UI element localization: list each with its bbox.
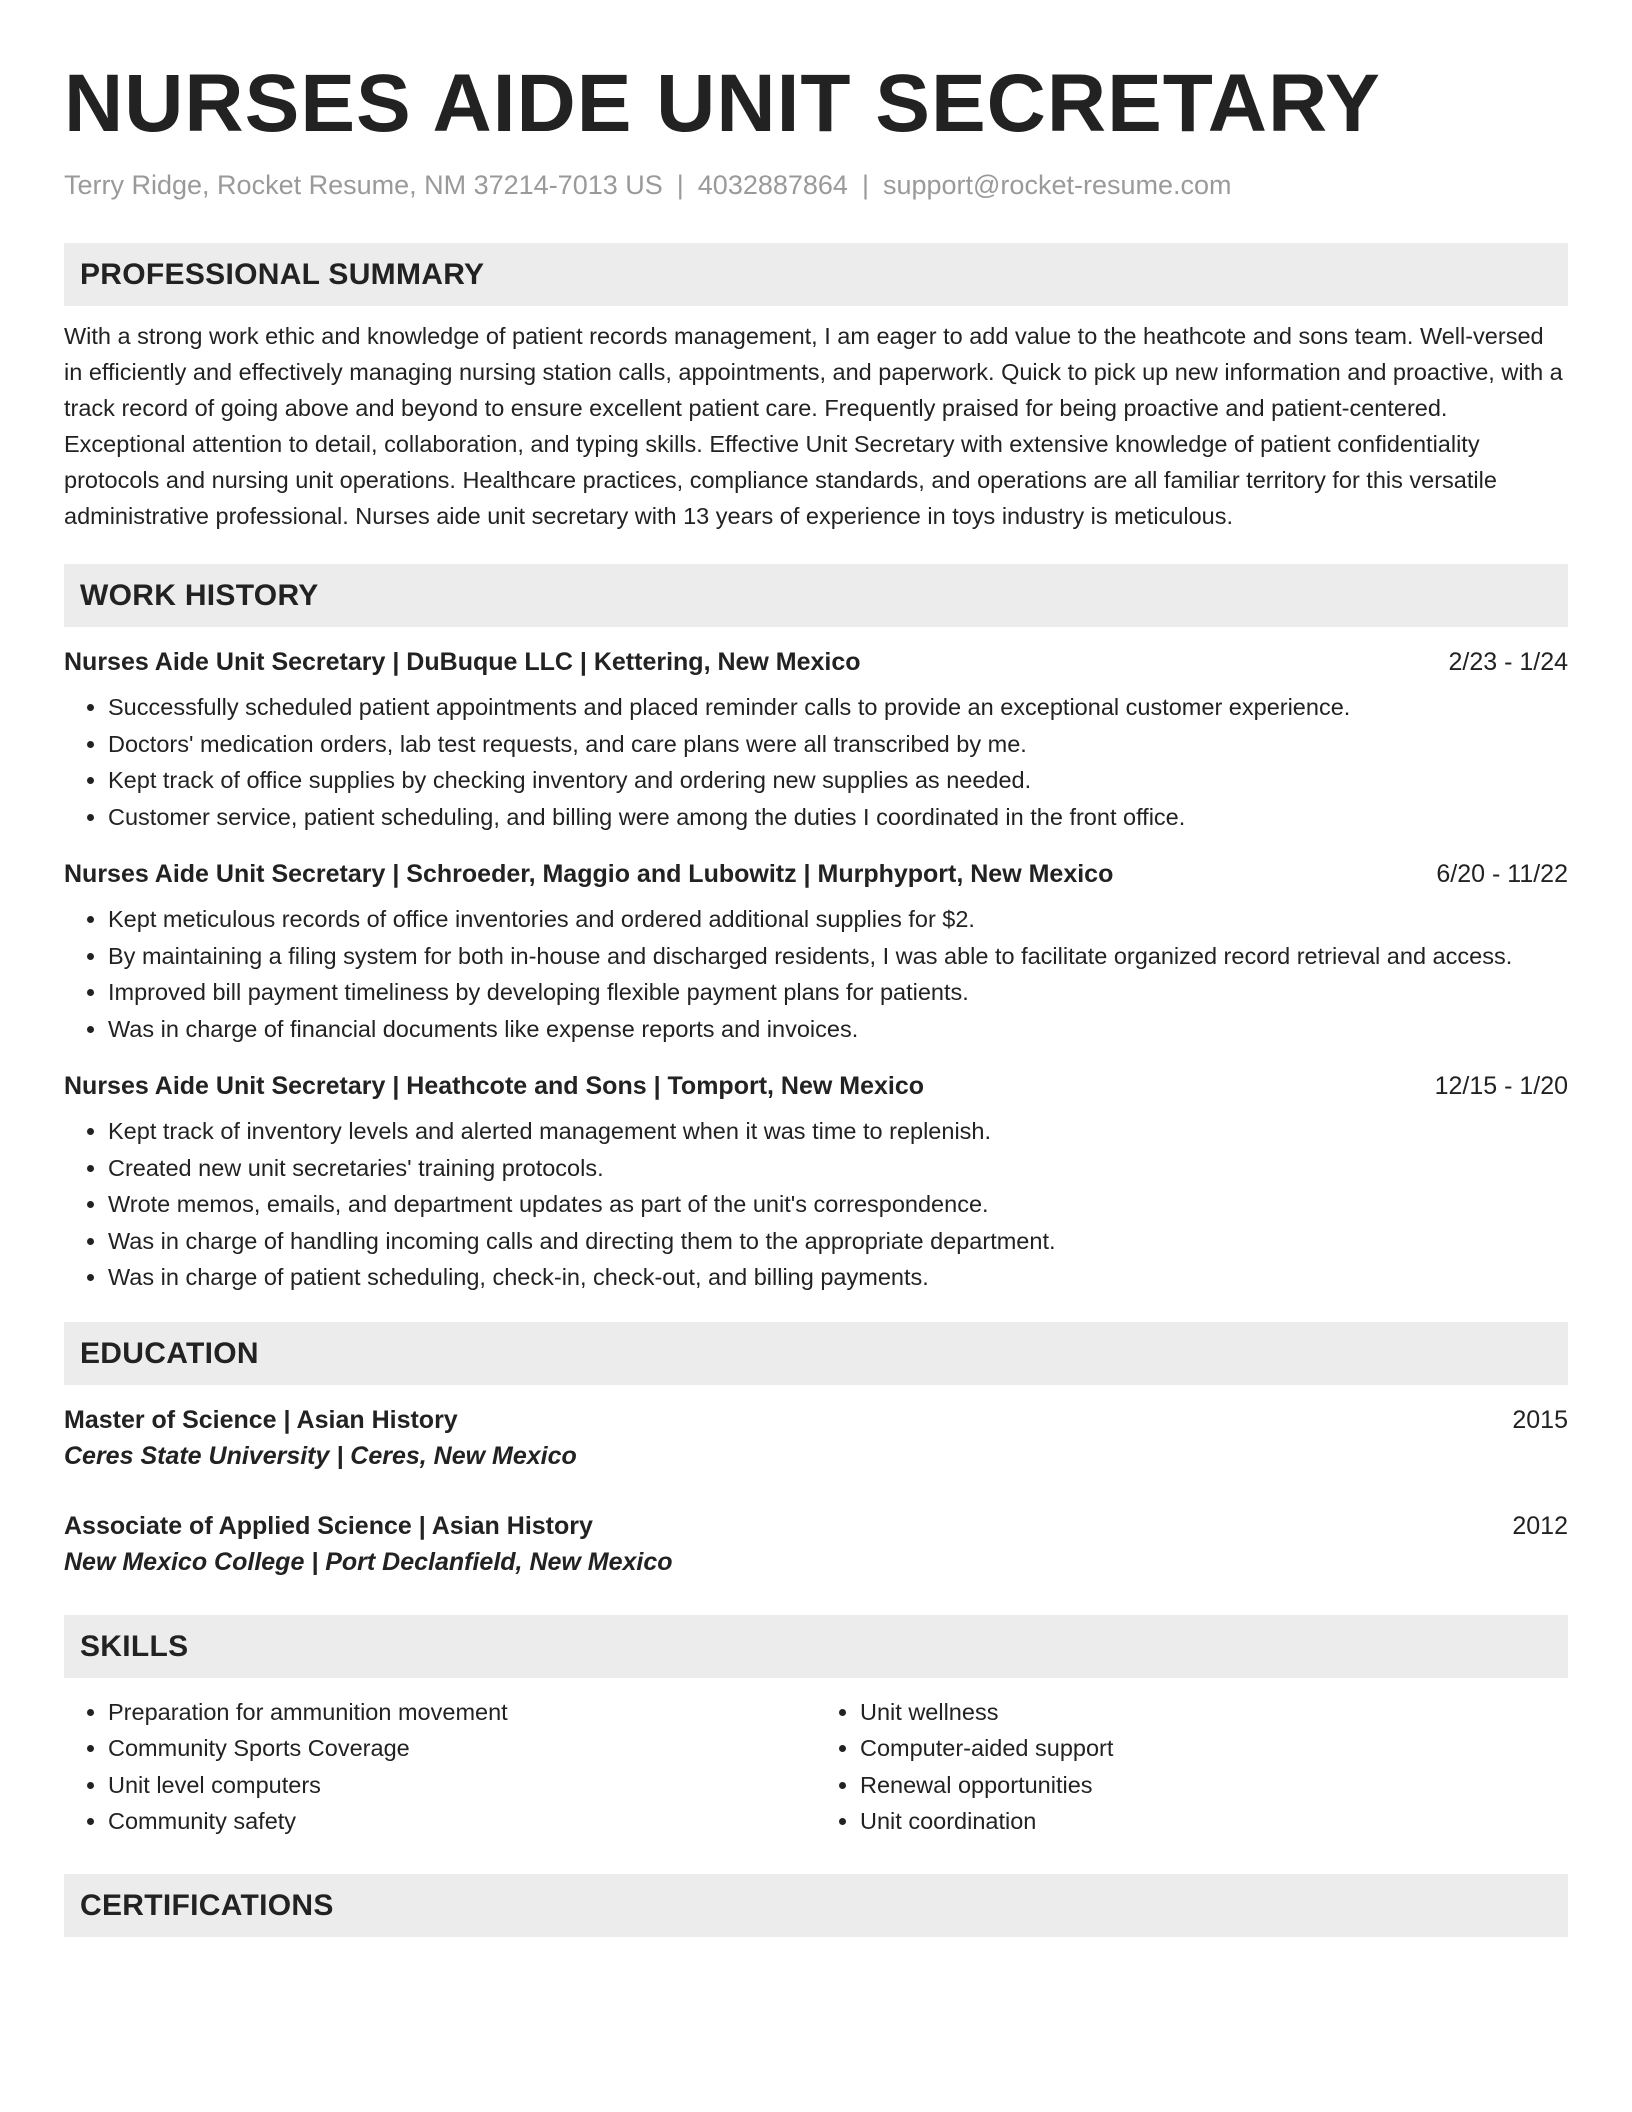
job-dates: 12/15 - 1/20 [1434,1072,1568,1100]
summary-text: With a strong work ethic and knowledge of patient records management, I am eager to add value to the heathcote and sons team. Well-versed in efficiently and effectively managing nursing station calls, appointments, and paperwork. Quick to pick up new information and proactive, with a track record of going above and beyond to ensure excellent patient care. Frequently praised for being proactive and patient-centered. Exceptional attention to detail, collaboration, and typing skills. Effective Unit Secretary with extensive knowledge of patient confidentiality protocols and nursing unit operations. Healthcare practices, compliance standards, and operations are all familiar territory for this versatile administrative professional. Nurses aide unit secretary with 13 years of experience in toys industry is meticulous. [64,323,1563,529]
job-title: Nurses Aide Unit Secretary | DuBuque LLC | Kettering, New Mexico [64,648,861,676]
job-bullets [64,901,1568,1047]
education-school: New Mexico College | Port Declanfield, New Mexico [64,1547,673,1576]
job-bullet: • Doctors' medication orders, lab test requests, and care plans were all transcribed by me. [108,726,1568,763]
contact-line [64,168,1568,202]
job-bullet: • Successfully scheduled patient appointments and placed reminder calls to provide an exceptional customer experience. [108,689,1568,726]
job-bullet: • Was in charge of patient scheduling, check-in, check-out, and billing payments. [108,1259,1568,1296]
job-dates: 2/23 - 1/24 [1448,648,1568,676]
job-bullets [64,1113,1568,1296]
work-history-heading: WORK HISTORY [64,564,1568,627]
education-year: 2015 [1512,1405,1568,1434]
job-bullet: • Improved bill payment timeliness by developing flexible payment plans for patients. [108,974,1568,1011]
education-degree: Master of Science | Asian History [64,1405,458,1434]
certifications-heading: CERTIFICATIONS [64,1874,1568,1937]
education-year: 2012 [1512,1511,1568,1540]
skills-column-left [64,1694,816,1840]
contact-email: support@rocket-resume.com [882,170,1232,200]
job-header [64,1069,1568,1103]
skills-list [64,1694,816,1840]
education-degree: Associate of Applied Science | Asian History [64,1511,593,1540]
skill-item: • Computer-aided support [860,1730,1568,1767]
skill-item: • Community safety [108,1803,816,1840]
skills-heading: SKILLS [64,1615,1568,1678]
education-entry [64,1403,1568,1475]
skill-item: • Unit coordination [860,1803,1568,1840]
skill-item: • Community Sports Coverage [108,1730,816,1767]
job-dates: 6/20 - 11/22 [1436,860,1568,888]
job-bullet: • Was in charge of handling incoming calls and directing them to the appropriate department. [108,1223,1568,1260]
education-heading: EDUCATION [64,1322,1568,1385]
summary-heading: PROFESSIONAL SUMMARY [64,243,1568,306]
job-bullet: • Kept track of office supplies by checking inventory and ordering new supplies as needed. [108,762,1568,799]
job-title: Nurses Aide Unit Secretary | Heathcote and Sons | Tomport, New Mexico [64,1072,925,1100]
job-entry [64,645,1568,835]
job-bullet: • Wrote memos, emails, and department updates as part of the unit's correspondence. [108,1186,1568,1223]
candidate-name: NURSES AIDE UNIT SECRETARY [64,58,1381,149]
job-bullet: • Created new unit secretaries' training protocols. [108,1150,1568,1187]
contact-address: Terry Ridge, Rocket Resume, NM 37214-7013 US [64,170,663,200]
job-entry [64,1069,1568,1296]
skill-item: • Preparation for ammunition movement [108,1694,816,1731]
skills-grid [64,1694,1568,1840]
contact-separator: | [861,170,869,200]
job-title: Nurses Aide Unit Secretary | Schroeder, Maggio and Lubowitz | Murphyport, New Mexico [64,860,1114,888]
contact-separator: | [676,170,684,200]
job-bullets [64,689,1568,835]
job-bullet: • Was in charge of financial documents like expense reports and invoices. [108,1011,1568,1048]
contact-phone: 4032887864 [697,170,848,200]
skill-item: • Unit wellness [860,1694,1568,1731]
job-header [64,645,1568,679]
education-header [64,1509,1568,1543]
job-bullet: • Customer service, patient scheduling, and billing were among the duties I coordinated in the front office. [108,799,1568,836]
skills-column-right [816,1694,1568,1840]
education-header [64,1403,1568,1437]
education-school: Ceres State University | Ceres, New Mexico [64,1441,577,1470]
job-bullet: • By maintaining a filing system for both in-house and discharged residents, I was able to facilitate organized record retrieval and access. [108,938,1568,975]
job-bullet: • Kept track of inventory levels and alerted management when it was time to replenish. [108,1113,1568,1150]
skill-item: • Renewal opportunities [860,1767,1568,1804]
skill-item: • Unit level computers [108,1767,816,1804]
job-entry [64,857,1568,1047]
job-header [64,857,1568,891]
skills-list [816,1694,1568,1840]
education-entry [64,1509,1568,1581]
job-bullet: • Kept meticulous records of office inventories and ordered additional supplies for $2. [108,901,1568,938]
